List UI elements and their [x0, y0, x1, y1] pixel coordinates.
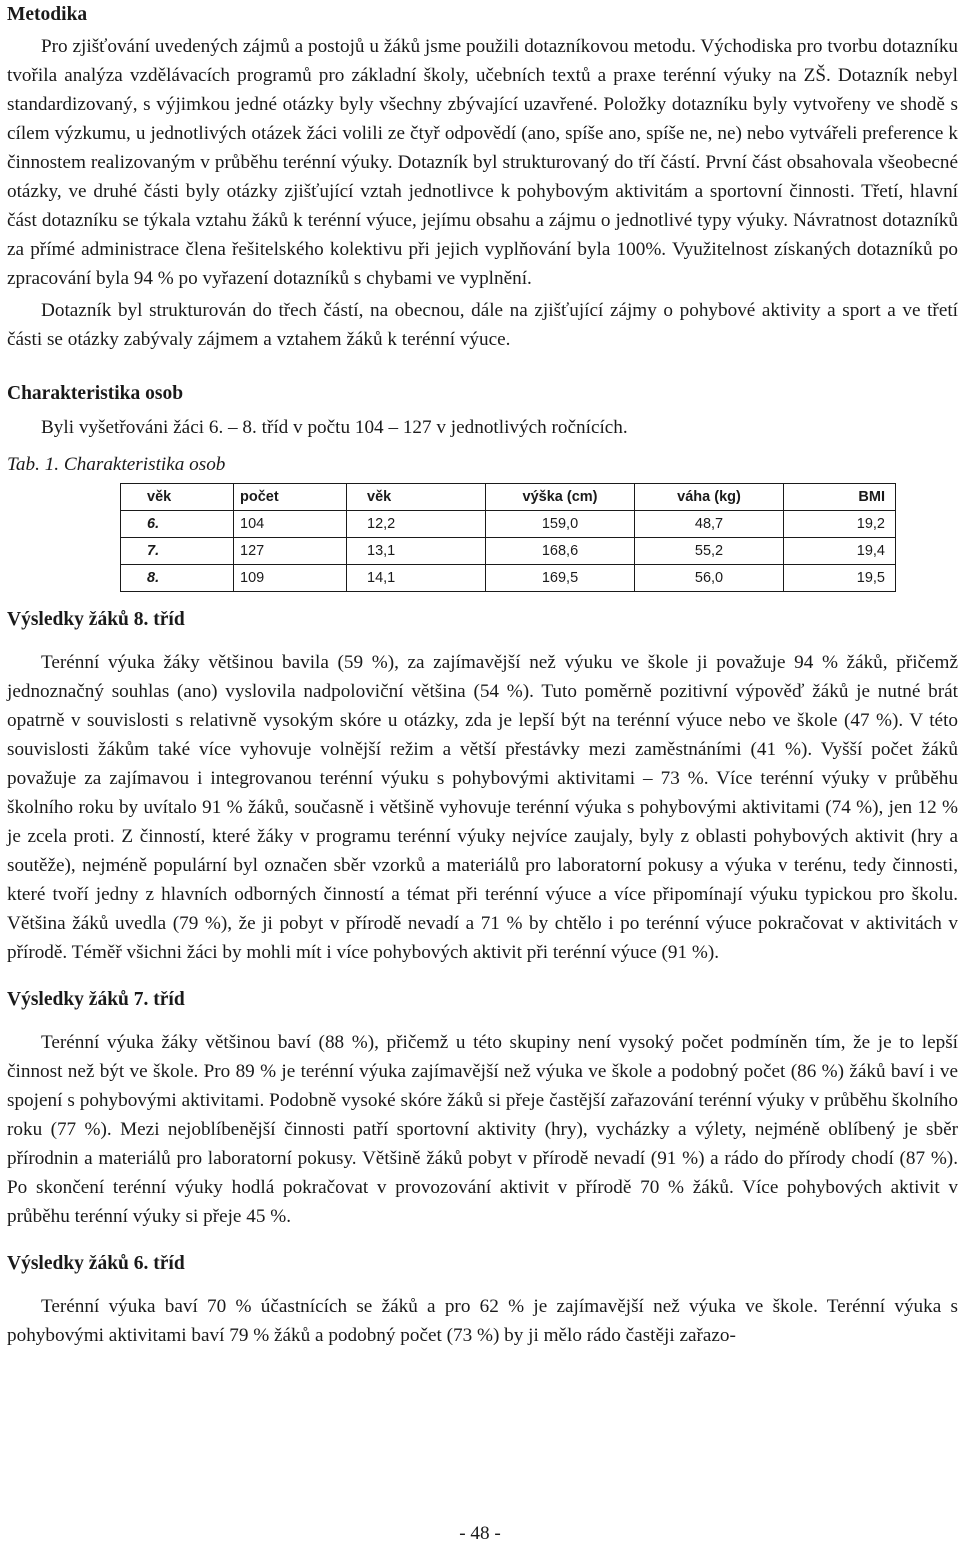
page-number: - 48 - [459, 1523, 501, 1544]
table-header-cell: BMI [784, 484, 896, 511]
table-cell: 48,7 [635, 511, 784, 538]
table-caption-text: Charakteristika osob [63, 454, 226, 475]
section-heading-charakteristika: Charakteristika osob [7, 383, 184, 404]
table-cell: 14,1 [347, 565, 486, 592]
table-cell: 19,2 [784, 511, 896, 538]
table-cell: 127 [234, 538, 347, 565]
table-cell-grade: 7. [121, 538, 234, 565]
section-heading-vysledky-7: Výsledky žáků 7. tříd [7, 989, 185, 1010]
table-header-row [121, 484, 896, 511]
paragraph-charakteristika: Byli vyšetřováni žáci 6. – 8. tříd v počtu 104 – 127 v jednotlivých ročnících. [41, 417, 628, 438]
table-header-cell: věk [121, 484, 234, 511]
table-cell: 169,5 [486, 565, 635, 592]
paragraph-vysledky-8: Terénní výuka žáky většinou bavila (59 %), za zajímavější než výuku ve škole ji považuje 94 % žáků, přičemž jednoznačný souhlas (ano) vyslovila nadpoloviční většina (54 %). Tuto poměrně pozitivní výpověď žáků je nutné brát opatrně v souvislosti s relativně vysokým skóre u otázky, zda je lepší být na terénní výuce nebo ve škole (47 %). V této souvislosti žákům také více vyhovuje volnější režim a větší přestávky mezi zaměstnáními (41 %). Vyšší počet žáků považuje za zajímavou i integrovanou terénní výuku s pohybovými aktivitami – 73 %. Více terénní výuky v průběhu školního roku by uvítalo 91 % žáků, současně i většině vyhovuje terénní výuka s pohybovými aktivitami (74 %), jen 12 % je zcela proti. Z činností, které žáky v programu terénní výuky nejvíce zaujaly, byly z oblasti pohybových aktivit (hry a soutěže), nejméně populární byl označen sběr vzorků a materiálů pro laboratorní pokusy a výuka v terénu, tedy činnosti, které tvoří jedny z hlavních odborných činností a témat při terénní výuce a více připomínají výuku typickou pro školu. Většina žáků uvedla (79 %), že ji pobyt v přírodě nevadí a 71 % by chtělo i po terénní výuce pokračovat v aktivitách v přírodě. Téměř všichni žáci by mohli mít i více pohybových aktivit při terénní výuce (91 %). [7, 652, 958, 963]
table-cell: 19,4 [784, 538, 896, 565]
table-cell: 13,1 [347, 538, 486, 565]
paragraph-vysledky-6: Terénní výuka baví 70 % účastnících se žáků a pro 62 % je zajímavější než výuka ve škole. Terénní výuka s pohybovými aktivitami baví 79 % žáků a podobný počet (73 %) by ji mělo rádo častěji zařazo- [7, 1296, 958, 1346]
paragraph-metodika-2: Dotazník byl strukturován do třech částí, na obecnou, dále na zjišťující zájmy o pohybové aktivity a sport a ve třetí části se otázky zabývaly zájmem a vztahem žáků k terénní výuce. [7, 300, 958, 350]
table-cell: 109 [234, 565, 347, 592]
table-header-cell: věk [347, 484, 486, 511]
table-row [121, 511, 896, 538]
table-header-cell: váha (kg) [635, 484, 784, 511]
paragraph-metodika-1: Pro zjišťování uvedených zájmů a postojů u žáků jsme použili dotazníkovou metodu. Východiska pro tvorbu dotazníku tvořila analýza vzdělávacích programů pro základní školy, učebních textů a praxe terénní výuky na ZŠ. Dotazník nebyl standardizovaný, s výjimkou jedné otázky byly všechny zbývající uzavřené. Položky dotazníku byly vytvořeny ve shodě s cílem výzkumu, u jednotlivých otázek žáci volili ze čtyř odpovědí (ano, spíše ano, spíše ne, ne) nebo vytvářeli preference k činnostem realizovaným v průběhu terénní výuky. Dotazník byl strukturovaný do tří částí. První část obsahovala všeobecné otázky, ve druhé části byly otázky zjišťující vztah jednotlivce k pohybovým aktivitám a sportovní činnosti. Třetí, hlavní část dotazníku se týkala vztahu žáků k terénní výuce, jejímu obsahu a zájmu o jednotlivé typy výuky. Návratnost dotazníků za přímé administrace člena řešitelského kolektivu při jejich vyplňování byla 100%. Využitelnost získaných dotazníků po zpracování byla 94 % po vyřazení dotazníků s chybami ve vyplnění. [7, 36, 958, 289]
section-heading-metodika: Metodika [7, 4, 88, 25]
table-cell: 56,0 [635, 565, 784, 592]
table-cell-grade: 8. [121, 565, 234, 592]
table-cell: 159,0 [486, 511, 635, 538]
table-header-cell: počet [234, 484, 347, 511]
table-cell-grade: 6. [121, 511, 234, 538]
table-row [121, 538, 896, 565]
document-page [7, 0, 958, 1350]
table-row [121, 565, 896, 592]
table-header-cell: výška (cm) [486, 484, 635, 511]
table-caption [7, 450, 958, 479]
characteristics-table [120, 483, 896, 592]
table-caption-label: Tab. 1. [7, 454, 60, 475]
section-heading-vysledky-6: Výsledky žáků 6. tříd [7, 1253, 185, 1274]
table-cell: 19,5 [784, 565, 896, 592]
section-heading-vysledky-8: Výsledky žáků 8. tříd [7, 609, 185, 630]
table-cell: 104 [234, 511, 347, 538]
table-cell: 12,2 [347, 511, 486, 538]
table-cell: 168,6 [486, 538, 635, 565]
table-cell: 55,2 [635, 538, 784, 565]
paragraph-vysledky-7: Terénní výuka žáky většinou baví (88 %), přičemž u této skupiny není vysoký počet podmíněn tím, že je to lepší činnost než být ve škole. Pro 89 % je terénní výuka zajímavější než výuka ve škole a podobný počet (86 %) žáků baví i ve spojení s pohybovými aktivitami. Podobně vysoké skóre žáků si přeje častější zařazování terénní výuky v průběhu školního roku (77 %). Mezi nejoblíbenější činnosti patří sportovní aktivity (hry), vycházky a výlety, nejméně oblíbený je sběr přírodnin a materiálů pro laboratorní pokusy. Většině žáků pobyt v přírodě nevadí (91 %) a rádo do přírody chodí (87 %). Po skončení terénní výuky hodlá pokračovat v provozování aktivit v přírodě 70 % žáků. Více pohybových aktivit v průběhu terénní výuky si přeje 45 %. [7, 1032, 958, 1227]
